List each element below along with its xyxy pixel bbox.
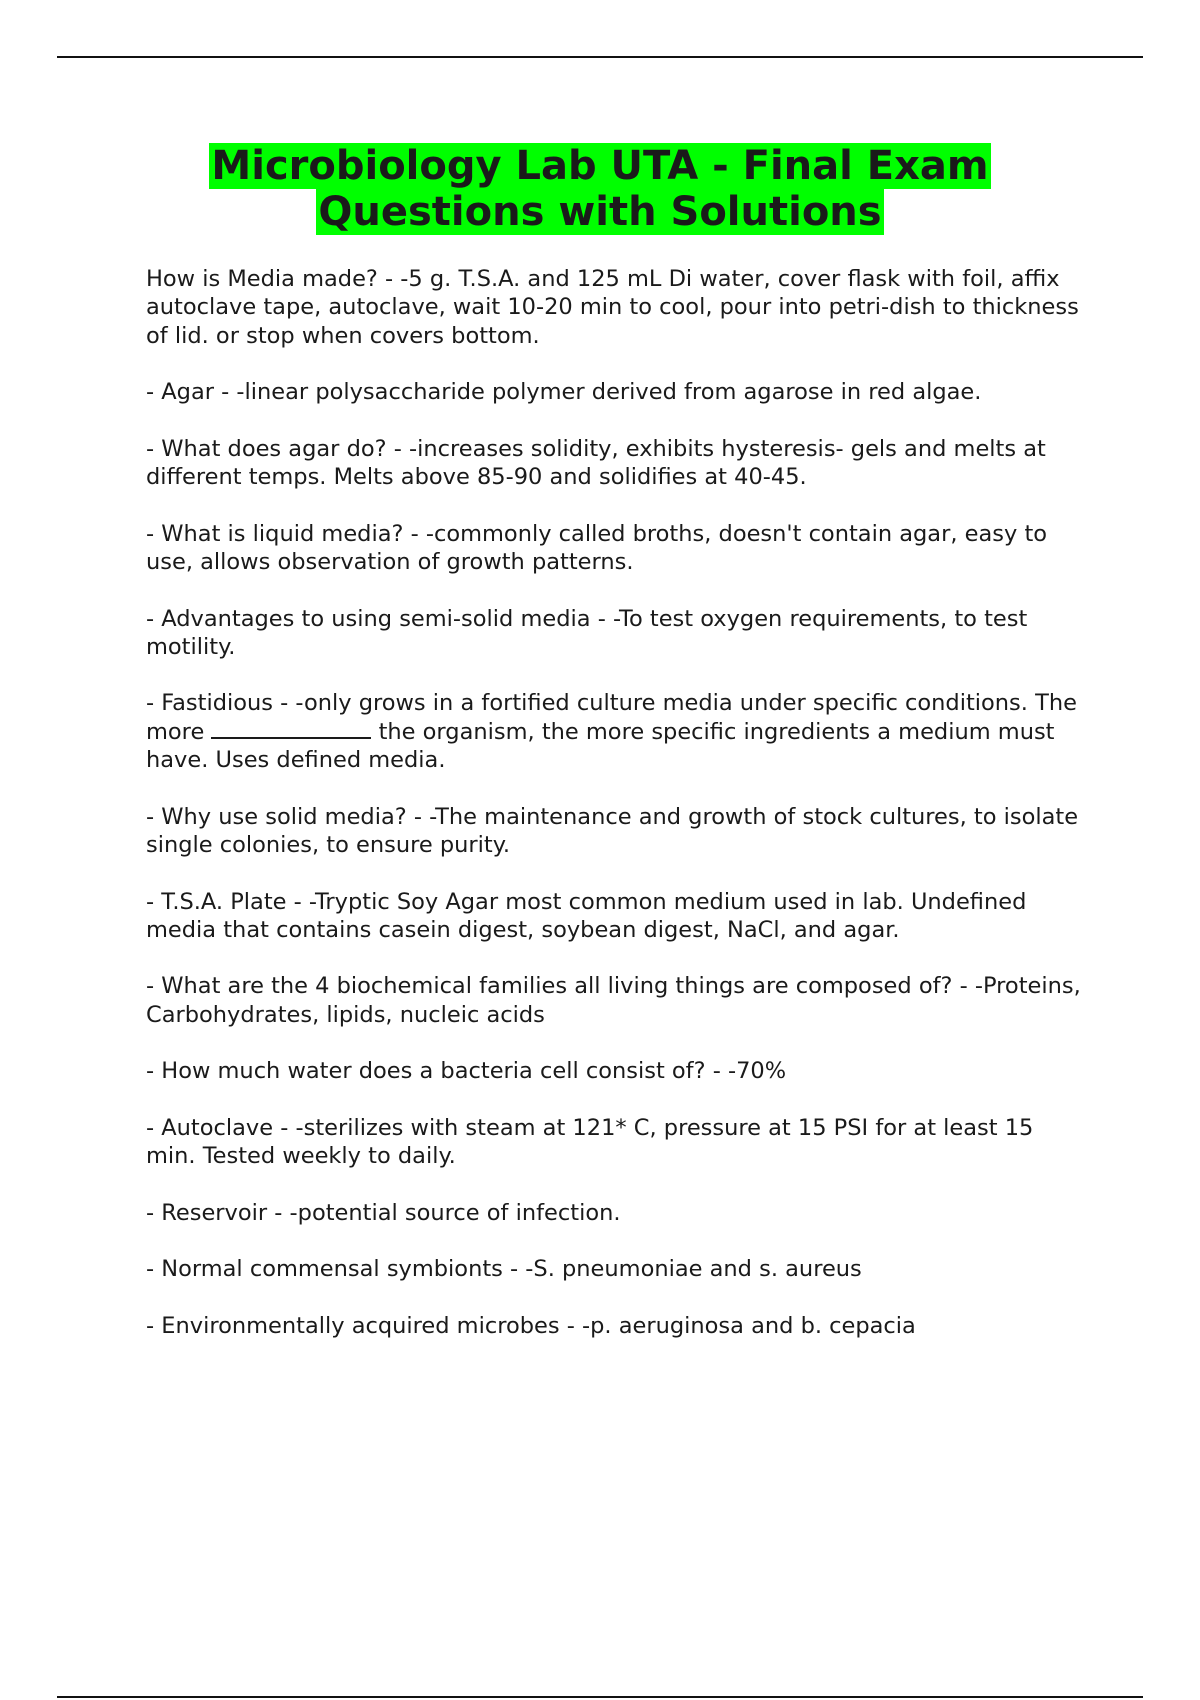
bottom-rule [57, 1696, 1143, 1698]
qa-item-liquid-media: - What is liquid media? - -commonly called broths, doesn't contain agar, easy to use, allows observation of growth patterns. [146, 520, 1048, 575]
qa-item-solid-media: - Why use solid media? - -The maintenance and growth of stock cultures, to isolate single colonies, to ensure purity. [146, 803, 1079, 858]
qa-item-autoclave: - Autoclave - -sterilizes with steam at 121* C, pressure at 15 PSI for at least 15 min. Tested weekly to daily. [146, 1114, 1034, 1170]
qa-item-fastidious [146, 689, 1090, 774]
top-rule [57, 56, 1143, 58]
qa-item-media-made: How is Media made? - -5 g. T.S.A. and 125 mL Di water, cover flask with foil, affix autoclave tape, autoclave, wait 10-20 min to cool, pour into petri-dish to thickness of lid. or stop when covers bottom. [146, 266, 1079, 349]
qa-item-water-content: - How much water does a bacteria cell consist of? - -70% [146, 1058, 787, 1085]
qa-item-tsa-plate: - T.S.A. Plate - -Tryptic Soy Agar most common medium used in lab. Undefined media that contains casein digest, soybean digest, NaCl, and agar. [146, 888, 1027, 943]
qa-list [146, 265, 1090, 1369]
qa-item-semi-solid-media: - Advantages to using semi-solid media - -To test oxygen requirements, to test motility. [146, 605, 1028, 660]
qa-item-environmental-microbes: - Environmentally acquired microbes - -p. aeruginosa and b. cepacia [146, 1312, 916, 1339]
title-line-1: Microbiology Lab UTA - Final Exam [211, 143, 989, 189]
qa-item-reservoir: - Reservoir - -potential source of infection. [146, 1199, 621, 1226]
page-title [0, 143, 1200, 235]
fastidious-text-start: - Fastidious - -only grows in a fortified culture media under specific conditions. The more [146, 690, 1077, 745]
fastidious-text-end: the organism, the more specific ingredients a medium must have. Uses defined media. [146, 718, 1055, 774]
qa-item-commensal-symbionts: - Normal commensal symbionts - -S. pneumoniae and s. aureus [146, 1256, 862, 1283]
title-line-2: Questions with Solutions [318, 189, 882, 235]
qa-item-agar: - Agar - -linear polysaccharide polymer derived from agarose in red algae. [146, 379, 982, 406]
qa-item-agar-function: - What does agar do? - -increases solidity, exhibits hysteresis- gels and melts at different temps. Melts above 85-90 and solidifies at 40-45. [146, 435, 1046, 491]
fill-in-blank [211, 719, 371, 739]
qa-item-biochemical-families: - What are the 4 biochemical families all living things are composed of? - -Proteins, Carbohydrates, lipids, nucleic acids [146, 973, 1081, 1028]
